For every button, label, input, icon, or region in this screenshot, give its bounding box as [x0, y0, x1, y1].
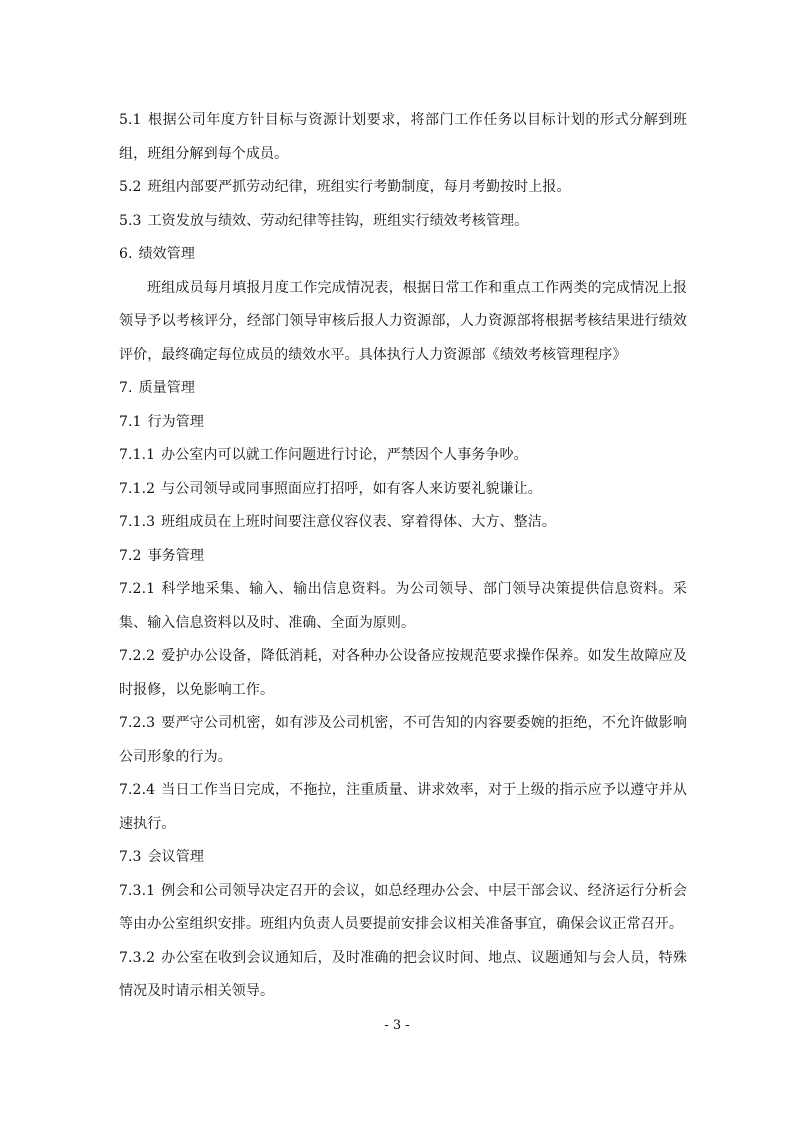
- paragraph-text: 要严守公司机密，如有涉及公司机密，不可告知的内容要委婉的拒绝，不允许做影响公司形象的行为。: [119, 715, 687, 765]
- paragraph-text: 根据公司年度方针目标与资源计划要求，将部门工作任务以目标计划的形式分解到班组，班组分解到每个成员。: [119, 112, 687, 162]
- paragraph-text: 与公司领导或同事照面应打招呼，如有客人来访要礼貌谦让。: [161, 480, 542, 497]
- section-number: 7.3.2: [119, 949, 156, 966]
- paragraph-text: 班组成员每月填报月度工作完成情况表，根据日常工作和重点工作两类的完成情况上报领导予以考核评分，经部门领导审核后报人力资源部，人力资源部将根据考核结果进行绩效评价，最终确定每位成员的绩效水平。具体执行人力资源部《绩效考核管理程序》: [119, 279, 687, 363]
- heading-7-1: [119, 406, 687, 440]
- paragraph-performance: [119, 272, 687, 373]
- section-heading: 行为管理: [147, 413, 204, 430]
- paragraph-5-1: [119, 104, 687, 171]
- section-heading: 事务管理: [147, 547, 204, 564]
- paragraph-text: 班组成员在上班时间要注意仪容仪表、穿着得体、大方、整洁。: [161, 514, 556, 530]
- paragraph-text: 爱护办公设备，降低消耗，对各种办公设备应按规范要求操作保养。如发生故障应及时报修，以免影响工作。: [119, 648, 687, 698]
- paragraph-text: 当日工作当日完成，不拖拉，注重质量、讲求效率，对于上级的指示应予以遵守并从速执行。: [119, 782, 687, 832]
- paragraph-text: 工资发放与绩效、劳动纪律等挂钩，班组实行绩效考核管理。: [147, 212, 529, 229]
- section-number: 6.: [119, 246, 133, 262]
- heading-7-2: [119, 540, 687, 574]
- section-number: 5.1: [119, 112, 142, 128]
- paragraph-7-2-2: [119, 640, 687, 707]
- section-number: 7.: [119, 380, 133, 396]
- section-number: 7.1.1: [119, 447, 156, 463]
- section-heading: 质量管理: [138, 380, 195, 396]
- paragraph-7-3-2: [119, 942, 687, 1009]
- paragraph-text: 办公室内可以就工作问题进行讨论，严禁因个人事务争吵。: [161, 447, 528, 463]
- heading-7: [119, 372, 687, 406]
- heading-7-3: [119, 841, 687, 875]
- section-number: 7.2.2: [119, 648, 156, 664]
- paragraph-5-2: [119, 171, 687, 205]
- section-number: 5.2: [119, 179, 142, 195]
- paragraph-text: 办公室在收到会议通知后，及时准确的把会议时间、地点、议题通知与会人员，特殊情况及时请示相关领导。: [119, 949, 687, 999]
- paragraph-7-2-1: [119, 573, 687, 640]
- section-number: 7.3.1: [119, 882, 156, 899]
- paragraph-text: 班组内部要严抓劳动纪律，班组实行考勤制度，每月考勤按时上报。: [147, 179, 571, 195]
- section-heading: 绩效管理: [138, 246, 195, 262]
- paragraph-7-2-4: [119, 774, 687, 841]
- paragraph-7-3-1: [119, 875, 687, 942]
- heading-6: [119, 238, 687, 272]
- section-number: 7.1.3: [119, 514, 156, 530]
- paragraph-5-3: [119, 205, 687, 239]
- paragraph-text: 例会和公司领导决定召开的会议，如总经理办公会、中层干部会议、经济运行分析会等由办公室组织安排。班组内负责人员要提前安排会议相关准备事宜，确保会议正常召开。: [119, 882, 687, 932]
- paragraph-7-1-1: [119, 439, 687, 473]
- section-number: 7.2: [119, 547, 142, 564]
- section-number: 7.2.3: [119, 715, 156, 731]
- document-body: [119, 104, 687, 1009]
- section-number: 7.1.2: [119, 480, 156, 497]
- section-number: 7.3: [119, 849, 142, 865]
- section-number: 5.3: [119, 212, 142, 229]
- paragraph-7-2-3: [119, 707, 687, 774]
- section-heading: 会议管理: [147, 849, 204, 865]
- section-number: 7.1: [119, 413, 142, 430]
- page-number: - 3 -: [384, 1018, 410, 1033]
- paragraph-text: 科学地采集、输入、输出信息资料。为公司领导、部门领导决策提供信息资料。采集、输入信息资料以及时、准确、全面为原则。: [119, 581, 687, 631]
- section-number: 7.2.4: [119, 782, 156, 798]
- paragraph-7-1-2: [119, 473, 687, 507]
- paragraph-7-1-3: [119, 506, 687, 540]
- section-number: 7.2.1: [119, 581, 156, 597]
